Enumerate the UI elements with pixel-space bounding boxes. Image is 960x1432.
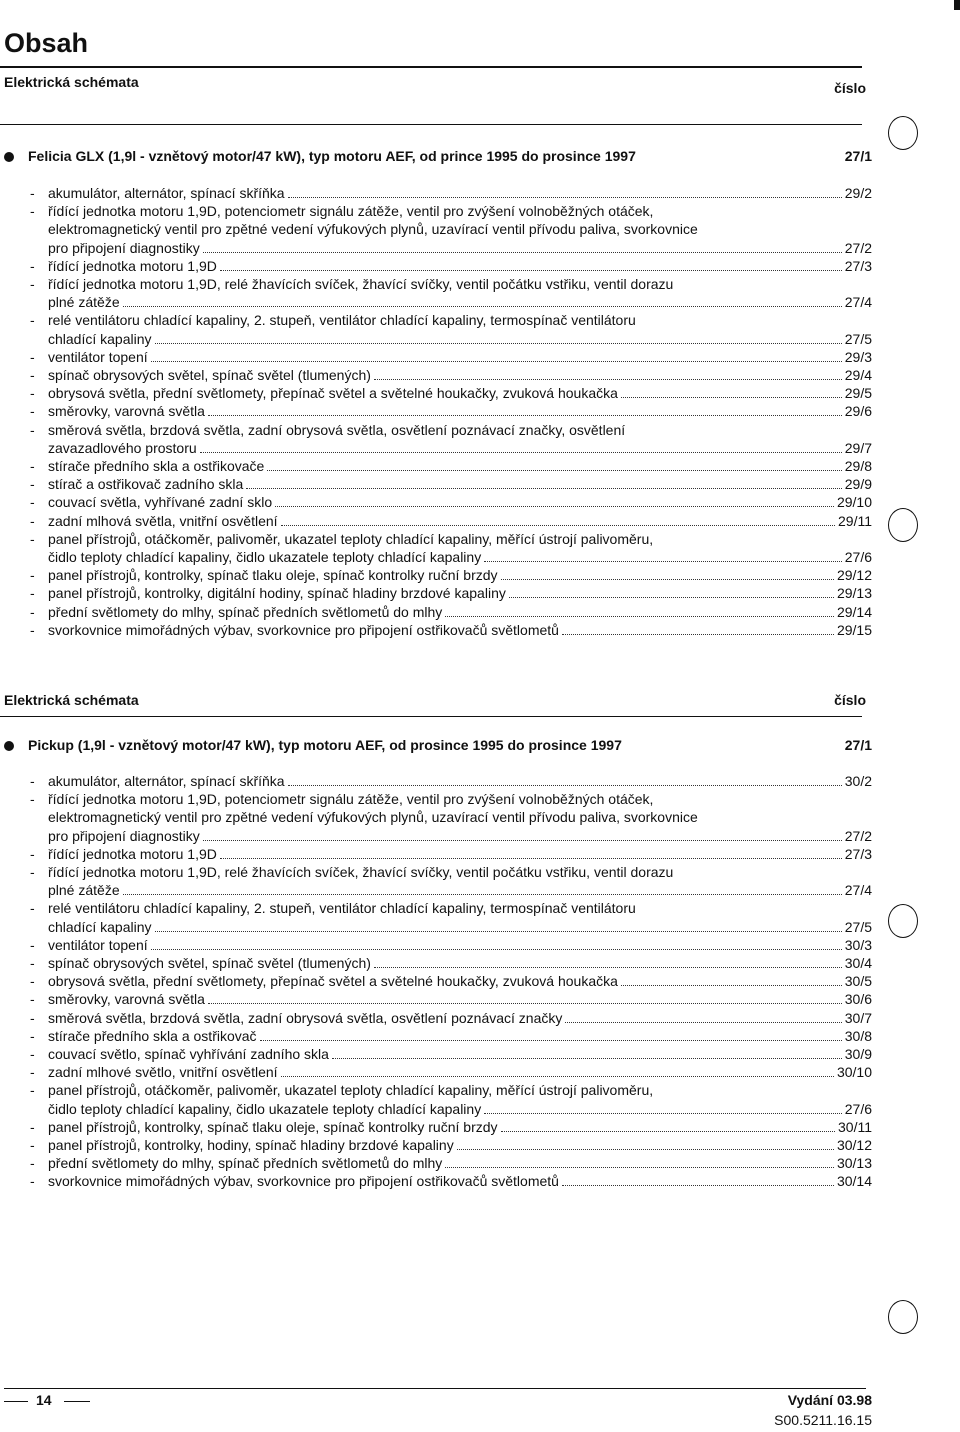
dash-marker: - <box>30 791 35 808</box>
item-text: pro připojení diagnostiky <box>48 239 200 256</box>
list-item <box>0 845 872 863</box>
list-item <box>0 184 872 202</box>
item-last-line <box>48 293 872 311</box>
dash-marker: - <box>30 458 35 475</box>
item-text: chladící kapaliny <box>48 918 152 935</box>
item-text: stírač a ostřikovač zadního skla <box>48 476 244 493</box>
item-page-number: 27/3 <box>844 257 872 274</box>
item-last-line <box>48 881 872 899</box>
dot-leader <box>281 1076 834 1077</box>
dash-marker: - <box>30 203 35 220</box>
item-text: couvací světlo, spínač vyhřívání zadního skla <box>48 1046 329 1063</box>
item-page-number: 30/5 <box>844 973 872 990</box>
item-last-line <box>48 1118 872 1136</box>
item-last-line <box>48 603 872 621</box>
dot-leader <box>484 1113 842 1114</box>
subtitle-text: Felicia GLX (1,9l - vznětový motor/47 kW), typ motoru AEF, od prince 1995 do prosince 1997 <box>28 148 636 164</box>
dot-leader <box>200 452 842 453</box>
item-last-line <box>48 936 872 954</box>
footer-dash <box>64 1401 90 1402</box>
punch-hole-icon <box>888 116 918 150</box>
dash-marker: - <box>30 1009 35 1026</box>
list-item <box>0 990 872 1008</box>
item-text-line: řídící jednotka motoru 1,9D, relé žhavících svíček, žhavící svíčky, ventil počátku vstřiku, ventil dorazu <box>48 276 674 293</box>
list-item <box>0 1009 872 1027</box>
list-item <box>0 257 872 275</box>
item-text: směrová světla, brzdová světla, zadní obrysová světla, osvětlení poznávací značky <box>48 1009 563 1026</box>
list-item <box>0 772 872 790</box>
punch-hole-icon <box>888 508 918 542</box>
item-page-number: 30/9 <box>844 1046 872 1063</box>
item-last-line <box>48 1136 872 1154</box>
dot-leader <box>509 597 834 598</box>
dot-leader <box>562 1185 834 1186</box>
list-item <box>0 899 872 935</box>
dot-leader <box>621 985 842 986</box>
dash-marker: - <box>30 403 35 420</box>
dot-leader <box>332 1058 842 1059</box>
item-text: obrysová světla, přední světlomety, přepínač světel a světelné houkačky, zvuková houkačka <box>48 973 618 990</box>
list-item <box>0 275 872 311</box>
item-page-number: 27/6 <box>844 549 872 566</box>
item-page-number: 30/11 <box>838 1118 872 1135</box>
item-last-line <box>48 566 872 584</box>
item-text-line: panel přístrojů, otáčkoměr, palivoměr, ukazatel teploty chladící kapaliny, měřící ústrojí palivoměru, <box>48 530 654 547</box>
dot-leader <box>203 252 842 253</box>
dot-leader <box>155 931 842 932</box>
list-item <box>0 311 872 347</box>
item-page-number: 29/15 <box>836 621 872 638</box>
item-text: zavazadlového prostoru <box>48 439 197 456</box>
dot-leader <box>281 525 835 526</box>
punch-hole-icon <box>888 1300 918 1334</box>
dot-leader <box>374 967 842 968</box>
item-last-line <box>48 348 872 366</box>
list-item <box>0 475 872 493</box>
item-text: plné zátěže <box>48 882 120 899</box>
bullet-icon <box>4 741 14 751</box>
dash-marker: - <box>30 1082 35 1099</box>
dash-marker: - <box>30 512 35 529</box>
dash-marker: - <box>30 567 35 584</box>
item-text: akumulátor, alternátor, spínací skříňka <box>48 185 285 201</box>
item-page-number: 29/4 <box>844 367 872 384</box>
title-rule <box>0 66 862 68</box>
item-page-number: 29/9 <box>844 476 872 493</box>
dot-leader <box>562 634 834 635</box>
dash-marker: - <box>30 530 35 547</box>
dot-leader <box>208 1003 842 1004</box>
dot-leader <box>275 506 834 507</box>
item-page-number: 30/10 <box>836 1064 872 1081</box>
item-text: přední světlomety do mlhy, spínač předních světlometů do mlhy <box>48 603 443 620</box>
item-text: směrovky, varovná světla <box>48 403 205 420</box>
item-text: svorkovnice mimořádných výbav, svorkovnice pro připojení ostřikovačů světlometů <box>48 1173 559 1190</box>
list-item <box>0 954 872 972</box>
dash-marker: - <box>30 1064 35 1081</box>
list-item <box>0 512 872 530</box>
item-page-number: 30/14 <box>836 1173 872 1190</box>
item-page-number: 30/6 <box>844 991 872 1008</box>
dash-marker: - <box>30 603 35 620</box>
section-header <box>4 74 866 96</box>
list-item <box>0 1136 872 1154</box>
dot-leader <box>484 561 842 562</box>
footer-dash <box>4 1401 28 1402</box>
page-title: Obsah <box>4 28 89 58</box>
item-page-number: 29/5 <box>844 385 872 402</box>
dash-marker: - <box>30 991 35 1008</box>
item-text: zadní mlhové světlo, vnitřní osvětlení <box>48 1064 278 1081</box>
list-item <box>0 936 872 954</box>
section-number-label: číslo <box>834 80 866 96</box>
bullet-icon <box>4 152 14 162</box>
item-text: panel přístrojů, kontrolky, hodiny, spínač hladiny brzdové kapaliny <box>48 1137 454 1154</box>
list-item <box>0 1081 872 1117</box>
dash-marker: - <box>30 864 35 881</box>
list-item <box>0 621 872 639</box>
list-item <box>0 457 872 475</box>
item-page-number: 30/7 <box>844 1009 872 1026</box>
item-page-number: 30/2 <box>844 773 872 789</box>
dash-marker: - <box>30 276 35 293</box>
dash-marker: - <box>30 1137 35 1154</box>
item-last-line <box>48 512 872 530</box>
item-text-line: relé ventilátoru chladící kapaliny, 2. stupeň, ventilátor chladící kapaliny, termospínač ventilátoru <box>48 312 636 329</box>
dot-leader <box>288 197 842 198</box>
section-rule <box>0 716 862 717</box>
item-text: řídící jednotka motoru 1,9D <box>48 845 217 862</box>
item-page-number: 29/3 <box>844 348 872 365</box>
item-page-number: 27/4 <box>844 294 872 311</box>
contents-list <box>0 772 872 1191</box>
list-item <box>0 421 872 457</box>
item-text-line: elektromagnetický ventil pro zpětné vedení výfukových plynů, uzavírací ventil přívodu paliva, svorkovnice <box>48 221 698 238</box>
contents-list <box>0 184 872 639</box>
item-last-line <box>48 1063 872 1081</box>
item-page-number: 27/5 <box>844 330 872 347</box>
item-page-number: 27/6 <box>844 1100 872 1117</box>
dot-leader <box>151 361 842 362</box>
item-last-line <box>48 184 872 202</box>
section-rule <box>0 124 862 125</box>
item-page-number: 27/3 <box>844 845 872 862</box>
list-item <box>0 566 872 584</box>
item-last-line <box>48 1027 872 1045</box>
item-text: směrovky, varovná světla <box>48 991 205 1008</box>
dot-leader <box>220 858 842 859</box>
item-page-number: 29/2 <box>844 185 872 201</box>
dot-leader <box>374 379 842 380</box>
dot-leader <box>155 343 842 344</box>
dot-leader <box>621 397 842 398</box>
item-page-number: 30/8 <box>844 1027 872 1044</box>
dot-leader <box>457 1149 834 1150</box>
list-item <box>0 1027 872 1045</box>
dash-marker: - <box>30 585 35 602</box>
item-last-line <box>48 493 872 511</box>
item-last-line <box>48 457 872 475</box>
item-last-line <box>48 1009 872 1027</box>
item-last-line <box>48 990 872 1008</box>
item-page-number: 29/7 <box>844 439 872 456</box>
item-page-number: 29/8 <box>844 458 872 475</box>
list-item <box>0 366 872 384</box>
section-header <box>4 692 866 708</box>
dot-leader <box>501 579 834 580</box>
page-number: 14 <box>36 1392 52 1408</box>
edition-label: Vydání 03.98 <box>787 1392 872 1408</box>
item-page-number: 29/10 <box>836 494 872 511</box>
item-text: spínač obrysových světel, spínač světel (tlumených) <box>48 367 371 384</box>
document-code: S00.5211.16.15 <box>774 1412 872 1428</box>
item-text: akumulátor, alternátor, spínací skříňka <box>48 773 285 789</box>
list-item <box>0 1118 872 1136</box>
item-page-number: 29/11 <box>838 512 872 529</box>
dot-leader <box>246 488 841 489</box>
item-last-line <box>48 239 872 257</box>
item-text: čidlo teploty chladící kapaliny, čidlo ukazatele teploty chladící kapaliny <box>48 549 482 566</box>
item-last-line <box>48 827 872 845</box>
dot-leader <box>203 840 842 841</box>
dot-leader <box>565 1022 841 1023</box>
list-item <box>0 584 872 602</box>
dash-marker: - <box>30 936 35 953</box>
item-last-line <box>48 1154 872 1172</box>
list-item <box>0 1063 872 1081</box>
section-number-label: číslo <box>834 692 866 708</box>
item-text: spínač obrysových světel, spínač světel (tlumených) <box>48 955 371 972</box>
dash-marker: - <box>30 621 35 638</box>
dash-marker: - <box>30 476 35 493</box>
item-page-number: 30/4 <box>844 955 872 972</box>
item-page-number: 29/14 <box>836 603 872 620</box>
item-page-number: 29/12 <box>836 567 872 584</box>
dash-marker: - <box>30 1155 35 1172</box>
item-page-number: 29/13 <box>836 585 872 602</box>
item-text-line: směrová světla, brzdová světla, zadní obrysová světla, osvětlení poznávací značky, osvětlení <box>48 421 626 438</box>
dot-leader <box>288 785 842 786</box>
list-item <box>0 530 872 566</box>
item-last-line <box>48 439 872 457</box>
item-page-number: 27/2 <box>844 827 872 844</box>
item-text: chladící kapaliny <box>48 330 152 347</box>
item-text: panel přístrojů, kontrolky, digitální hodiny, spínač hladiny brzdové kapaliny <box>48 585 506 602</box>
item-page-number: 30/12 <box>836 1137 872 1154</box>
subtitle-text: Pickup (1,9l - vznětový motor/47 kW), typ motoru AEF, od prosince 1995 do prosince 1997 <box>28 737 622 753</box>
subtitle-page: 27/1 <box>844 148 872 164</box>
item-last-line <box>48 621 872 639</box>
item-last-line <box>48 1172 872 1190</box>
item-text: zadní mlhová světla, vnitřní osvětlení <box>48 512 278 529</box>
list-item <box>0 202 872 257</box>
dot-leader <box>445 1167 834 1168</box>
dot-leader <box>267 470 841 471</box>
item-text: stírače předního skla a ostřikovače <box>48 458 265 475</box>
item-text-line: řídící jednotka motoru 1,9D, potenciometr signálu zátěže, ventil pro zvýšení volnoběžných otáček, <box>48 791 654 808</box>
dash-marker: - <box>30 1118 35 1135</box>
dot-leader <box>445 616 834 617</box>
item-text-line: relé ventilátoru chladící kapaliny, 2. stupeň, ventilátor chladící kapaliny, termospínač ventilátoru <box>48 900 636 917</box>
corner-mark <box>954 0 960 10</box>
dot-leader <box>260 1040 842 1041</box>
dash-marker: - <box>30 955 35 972</box>
item-last-line <box>48 475 872 493</box>
item-text: řídící jednotka motoru 1,9D <box>48 257 217 274</box>
item-last-line <box>48 1045 872 1063</box>
section-header-label: Elektrická schémata <box>4 74 139 90</box>
list-item <box>0 1172 872 1190</box>
dash-marker: - <box>30 185 35 201</box>
item-last-line <box>48 330 872 348</box>
item-last-line <box>48 548 872 566</box>
dash-marker: - <box>30 348 35 365</box>
footer-rule <box>4 1388 866 1389</box>
dot-leader <box>123 894 842 895</box>
item-text: přední světlomety do mlhy, spínač předních světlometů do mlhy <box>48 1155 443 1172</box>
item-last-line <box>48 972 872 990</box>
item-last-line <box>48 954 872 972</box>
dot-leader <box>208 415 842 416</box>
item-text: svorkovnice mimořádných výbav, svorkovnice pro připojení ostřikovačů světlometů <box>48 621 559 638</box>
dash-marker: - <box>30 367 35 384</box>
list-item <box>0 493 872 511</box>
item-text: plné zátěže <box>48 294 120 311</box>
list-item <box>0 790 872 845</box>
item-text: ventilátor topení <box>48 936 148 953</box>
item-last-line <box>48 845 872 863</box>
item-page-number: 30/3 <box>844 936 872 953</box>
list-item <box>0 1154 872 1172</box>
item-text-line: panel přístrojů, otáčkoměr, palivoměr, ukazatel teploty chladící kapaliny, měřící ústrojí palivoměru, <box>48 1082 654 1099</box>
punch-hole-icon <box>888 904 918 938</box>
item-last-line <box>48 772 872 790</box>
item-page-number: 27/5 <box>844 918 872 935</box>
item-page-number: 29/6 <box>844 403 872 420</box>
list-item <box>0 603 872 621</box>
item-text: ventilátor topení <box>48 348 148 365</box>
dash-marker: - <box>30 973 35 990</box>
item-text-line: řídící jednotka motoru 1,9D, relé žhavících svíček, žhavící svíčky, ventil počátku vstřiku, ventil dorazu <box>48 864 674 881</box>
item-last-line <box>48 384 872 402</box>
subtitle-page: 27/1 <box>844 737 872 753</box>
item-last-line <box>48 402 872 420</box>
item-page-number: 30/13 <box>836 1155 872 1172</box>
dash-marker: - <box>30 494 35 511</box>
item-last-line <box>48 584 872 602</box>
dash-marker: - <box>30 1046 35 1063</box>
dot-leader <box>220 270 842 271</box>
dash-marker: - <box>30 1027 35 1044</box>
dash-marker: - <box>30 900 35 917</box>
list-item <box>0 972 872 990</box>
item-text: stírače předního skla a ostřikovač <box>48 1027 257 1044</box>
dash-marker: - <box>30 421 35 438</box>
item-page-number: 27/2 <box>844 239 872 256</box>
item-text-line: řídící jednotka motoru 1,9D, potenciometr signálu zátěže, ventil pro zvýšení volnoběžných otáček, <box>48 203 654 220</box>
item-text: panel přístrojů, kontrolky, spínač tlaku oleje, spínač kontrolky ruční brzdy <box>48 567 498 584</box>
item-text: obrysová světla, přední světlomety, přepínač světel a světelné houkačky, zvuková houkačka <box>48 385 618 402</box>
item-last-line <box>48 257 872 275</box>
list-item <box>0 348 872 366</box>
item-text-line: elektromagnetický ventil pro zpětné vedení výfukových plynů, uzavírací ventil přívodu paliva, svorkovnice <box>48 809 698 826</box>
list-item <box>0 863 872 899</box>
item-last-line <box>48 918 872 936</box>
item-text: čidlo teploty chladící kapaliny, čidlo ukazatele teploty chladící kapaliny <box>48 1100 482 1117</box>
list-item <box>0 402 872 420</box>
item-page-number: 27/4 <box>844 882 872 899</box>
dot-leader <box>151 949 842 950</box>
list-item <box>0 384 872 402</box>
dash-marker: - <box>30 312 35 329</box>
item-text: panel přístrojů, kontrolky, spínač tlaku oleje, spínač kontrolky ruční brzdy <box>48 1118 498 1135</box>
item-text: couvací světla, vyhřívané zadní sklo <box>48 494 273 511</box>
item-last-line <box>48 1100 872 1118</box>
dot-leader <box>123 306 842 307</box>
item-last-line <box>48 366 872 384</box>
dash-marker: - <box>30 845 35 862</box>
dot-leader <box>501 1131 835 1132</box>
list-item <box>0 1045 872 1063</box>
section-header-label: Elektrická schémata <box>4 692 139 708</box>
dash-marker: - <box>30 773 35 789</box>
dash-marker: - <box>30 257 35 274</box>
dash-marker: - <box>30 1173 35 1190</box>
dash-marker: - <box>30 385 35 402</box>
item-text: pro připojení diagnostiky <box>48 827 200 844</box>
